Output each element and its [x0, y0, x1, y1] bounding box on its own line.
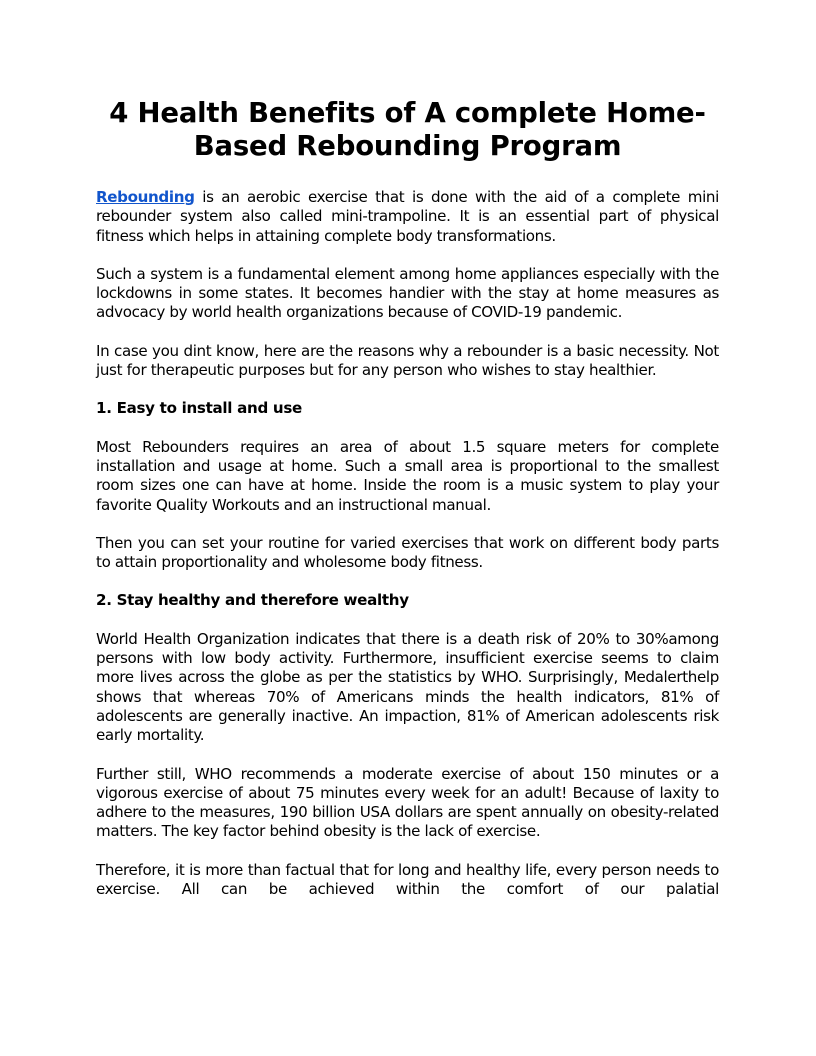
spacer — [96, 515, 719, 534]
paragraph: World Health Organization indicates that there is a death risk of 20% to 30%among persons with low body activity. Furthermore, insufficient exercise seems to claim more lives across the globe as per the statistics by WHO. Surprisingly, Medalerthelp shows that whereas 70% of Americans minds the health indicators, 81% of adolescents are generally inactive. An impaction, 81% of American adolescents risk early mortality. — [96, 629, 719, 745]
intro-paragraph — [96, 188, 719, 246]
intro-text: is an aerobic exercise that is done with the aid of a complete mini rebounder system also called mini-trampoline. It is an essential part of physical fitness which helps in attaining complete body transformations. — [96, 188, 719, 245]
spacer — [96, 842, 719, 861]
document-title: 4 Health Benefits of A complete Home-Based Rebounding Program — [109, 97, 706, 162]
paragraph: Then you can set your routine for varied exercises that work on different body parts to attain proportionality and wholesome body fitness. — [96, 533, 719, 572]
spacer — [96, 746, 719, 765]
spacer — [96, 323, 719, 342]
section-heading-easy-install: 1. Easy to install and use — [96, 399, 302, 418]
section-heading-stay-healthy: 2. Stay healthy and therefore wealthy — [96, 591, 409, 610]
paragraph: In case you dint know, here are the reasons why a rebounder is a basic necessity. Not just for therapeutic purposes but for any person who wishes to stay healthier. — [96, 341, 719, 380]
paragraph: Most Rebounders requires an area of about 1.5 square meters for complete installation and usage at home. Such a small area is proportional to the smallest room sizes one can have at home. Inside the room is a music system to play your favorite Quality Workouts and an instructional manual. — [96, 437, 719, 514]
spacer — [96, 419, 719, 438]
rebounding-link[interactable]: Rebounding — [96, 188, 195, 206]
paragraph: Therefore, it is more than factual that for long and healthy life, every person needs to exercise. All can be achieved within the comfort of our palatial — [96, 860, 719, 899]
spacer — [96, 380, 719, 399]
spacer — [96, 611, 719, 630]
spacer — [96, 163, 719, 188]
paragraph: Further still, WHO recommends a moderate exercise of about 150 minutes or a vigorous exercise of about 75 minutes every week for an adult! Because of laxity to adhere to the measures, 190 billion USA dollars are spent annually on obesity-related matters. The key factor behind obesity is the lack of exercise. — [96, 764, 719, 841]
document-page — [96, 97, 719, 899]
spacer — [96, 572, 719, 591]
spacer — [96, 246, 719, 265]
paragraph: Such a system is a fundamental element among home appliances especially with the lockdowns in some states. It becomes handier with the stay at home measures as advocacy by world health organizations because of COVID-19 pandemic. — [96, 264, 719, 322]
